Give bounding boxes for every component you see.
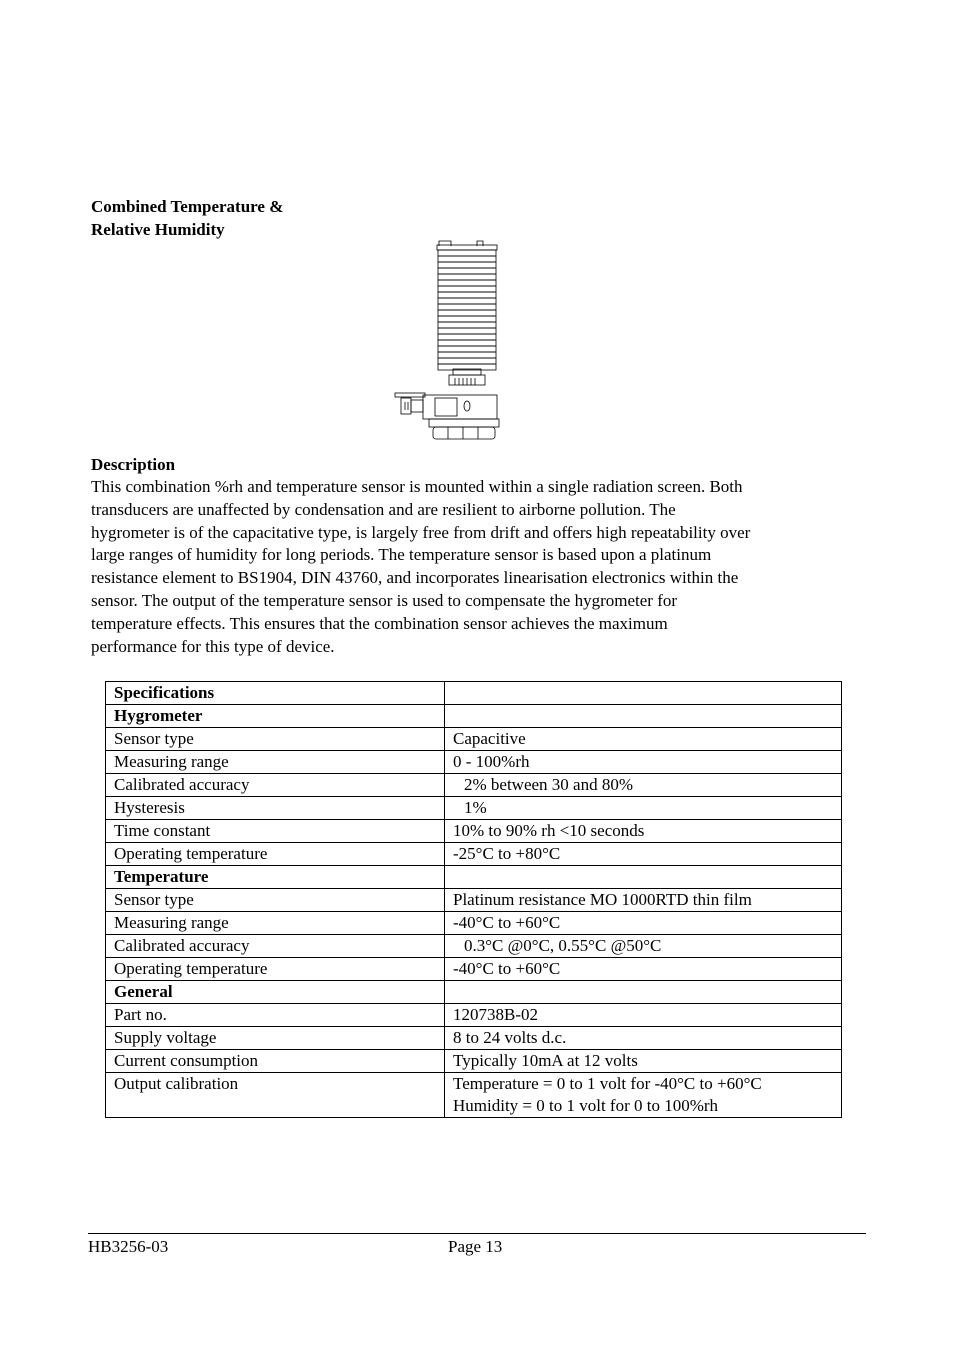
spec-value <box>445 981 842 1004</box>
spec-label: Temperature <box>106 866 445 889</box>
spec-value <box>445 866 842 889</box>
spec-label: Current consumption <box>106 1050 445 1073</box>
table-row <box>106 1050 842 1073</box>
spec-value <box>445 820 842 843</box>
spec-value-text: -40°C to +60°C <box>453 913 561 932</box>
table-row <box>106 912 842 935</box>
spec-value-text: Temperature = 0 to 1 volt for -40°C to +60°C <box>453 1074 762 1093</box>
spec-value-text: Platinum resistance MO 1000RTD thin film <box>453 890 752 909</box>
spec-label: Hysteresis <box>106 797 445 820</box>
spec-value <box>445 889 842 912</box>
spec-label: Hygrometer <box>106 705 445 728</box>
spec-value-text: 0.3°C @0°C, 0.55°C @50°C <box>464 936 662 955</box>
spec-value <box>445 1050 842 1073</box>
spec-value <box>445 958 842 981</box>
spec-value <box>445 797 842 820</box>
table-row <box>106 1027 842 1050</box>
description-line: sensor. The output of the temperature sensor is used to compensate the hygrometer for <box>91 590 678 610</box>
specifications-table <box>105 681 842 1118</box>
spec-label: Measuring range <box>106 912 445 935</box>
page-number: Page 13 <box>448 1237 503 1256</box>
spec-value-text: -40°C to +60°C <box>453 959 561 978</box>
table-row <box>106 866 842 889</box>
spec-value-text: 8 to 24 volts d.c. <box>453 1028 567 1047</box>
spec-value <box>445 1004 842 1027</box>
table-row <box>106 774 842 797</box>
spec-value-text: -25°C to +80°C <box>453 844 561 863</box>
spec-label: Calibrated accuracy <box>106 774 445 797</box>
table-row <box>106 958 842 981</box>
spec-value <box>445 774 842 797</box>
spec-value <box>445 705 842 728</box>
spec-label: Measuring range <box>106 751 445 774</box>
table-row <box>106 797 842 820</box>
spec-label: Output calibration <box>106 1073 445 1118</box>
spec-value-text: Capacitive <box>453 729 526 748</box>
spec-value-text: 0 - 100%rh <box>453 752 530 771</box>
description-body <box>91 476 851 658</box>
spec-label: Supply voltage <box>106 1027 445 1050</box>
description-line: hygrometer is of the capacitative type, is largely free from drift and offers high repeatability over <box>91 522 751 542</box>
table-row <box>106 935 842 958</box>
section-heading <box>91 195 283 241</box>
spec-value <box>445 728 842 751</box>
spec-label: Operating temperature <box>106 843 445 866</box>
spec-label: Calibrated accuracy <box>106 935 445 958</box>
spec-value-text: 2% between 30 and 80% <box>464 775 634 794</box>
spec-label: Time constant <box>106 820 445 843</box>
table-row <box>106 1073 842 1118</box>
spec-value <box>445 682 842 705</box>
description-title: Description <box>91 455 176 474</box>
description-line: transducers are unaffected by condensation and are resilient to airborne pollution. The <box>91 499 676 519</box>
spec-value <box>445 1027 842 1050</box>
spec-value-text: 10% to 90% rh <10 seconds <box>453 821 645 840</box>
spec-label: Sensor type <box>106 889 445 912</box>
table-row <box>106 820 842 843</box>
description-line: resistance element to BS1904, DIN 43760, and incorporates linearisation electronics within the <box>91 568 739 588</box>
spec-value <box>445 843 842 866</box>
table-row <box>106 843 842 866</box>
table-row <box>106 981 842 1004</box>
table-row <box>106 1004 842 1027</box>
spec-label: Operating temperature <box>106 958 445 981</box>
table-row <box>106 751 842 774</box>
spec-value-text-2: Humidity = 0 to 1 volt for 0 to 100%rh <box>453 1096 719 1115</box>
document-id: HB3256-03 <box>88 1237 169 1256</box>
spec-value-text: 1% <box>464 798 487 817</box>
spec-label: Specifications <box>106 682 445 705</box>
spec-value-text: Typically 10mA at 12 volts <box>453 1051 638 1070</box>
spec-value <box>445 935 842 958</box>
spec-value <box>445 1073 842 1118</box>
spec-label: Part no. <box>106 1004 445 1027</box>
spec-value <box>445 912 842 935</box>
temperature-humidity-sensor-illustration <box>393 238 505 443</box>
description-line: performance for this type of device. <box>91 636 335 656</box>
table-row <box>106 705 842 728</box>
table-row <box>106 728 842 751</box>
description-line: temperature effects. This ensures that the combination sensor achieves the maximum <box>91 613 668 633</box>
table-row <box>106 889 842 912</box>
description-line: This combination %rh and temperature sensor is mounted within a single radiation screen. Both <box>91 477 743 496</box>
spec-label: Sensor type <box>106 728 445 751</box>
description-line: large ranges of humidity for long periods. The temperature sensor is based upon a platinum <box>91 545 712 565</box>
spec-value-text: 120738B-02 <box>453 1005 538 1024</box>
heading-line-1: Combined Temperature & <box>91 197 284 216</box>
spec-value <box>445 751 842 774</box>
heading-line-2: Relative Humidity <box>91 220 225 239</box>
table-row <box>106 682 842 705</box>
footer-divider <box>88 1233 866 1234</box>
spec-label: General <box>106 981 445 1004</box>
